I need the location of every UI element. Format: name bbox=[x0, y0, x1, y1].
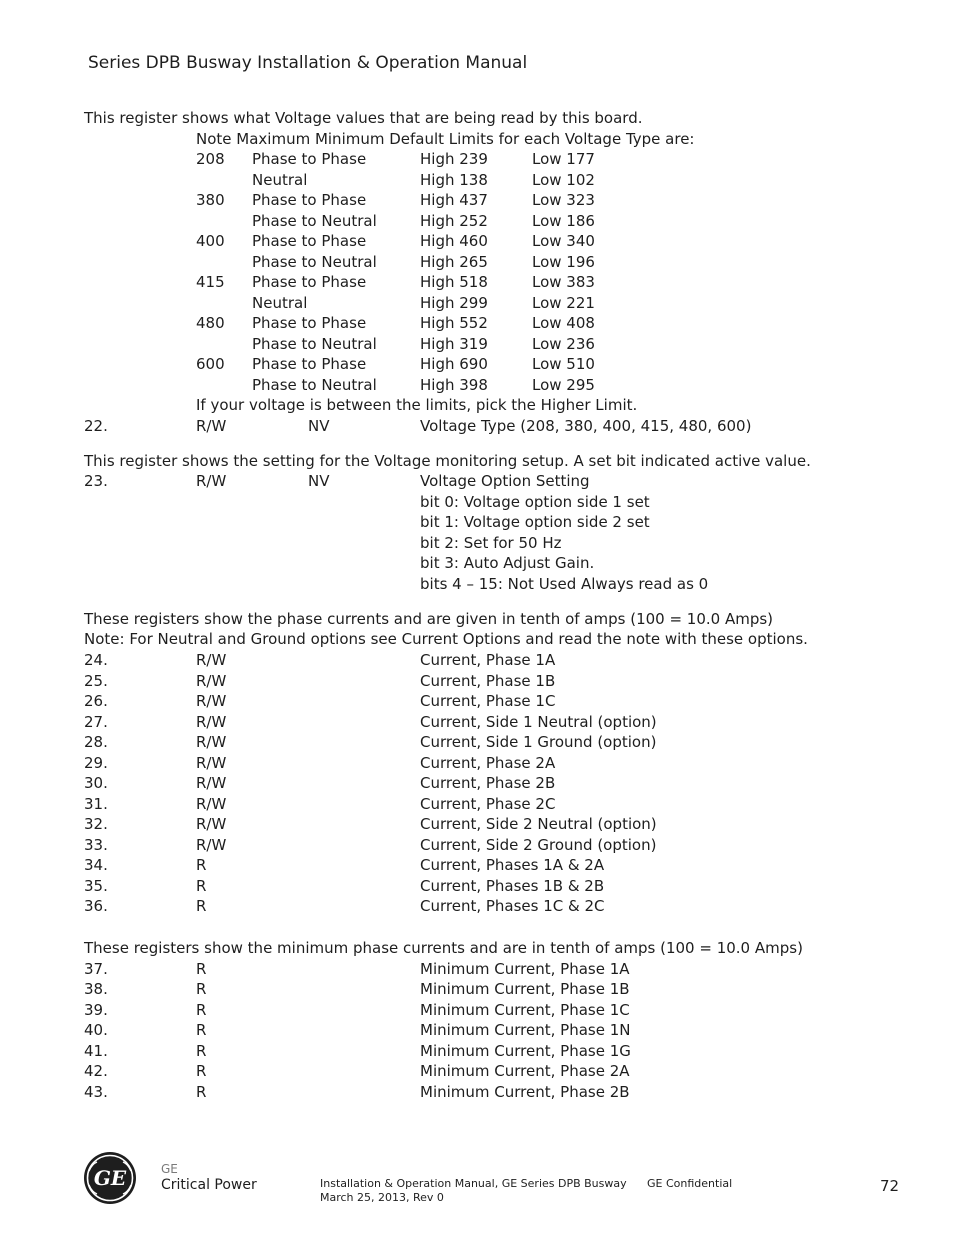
page-header: Series DPB Busway Installation & Operation Manual bbox=[88, 53, 528, 73]
ge-logo-icon bbox=[83, 1151, 137, 1205]
footer-doc-date: March 25, 2013, Rev 0 bbox=[320, 1191, 444, 1204]
footer-doc-title: Installation & Operation Manual, GE Series DPB Busway bbox=[320, 1177, 627, 1190]
footer-confidential: GE Confidential bbox=[647, 1177, 733, 1190]
footer-division: Critical Power bbox=[161, 1177, 257, 1193]
page-number: 72 bbox=[880, 1177, 900, 1195]
svg-text:GE: GE bbox=[93, 1166, 127, 1190]
footer-brand: GE bbox=[161, 1162, 178, 1176]
